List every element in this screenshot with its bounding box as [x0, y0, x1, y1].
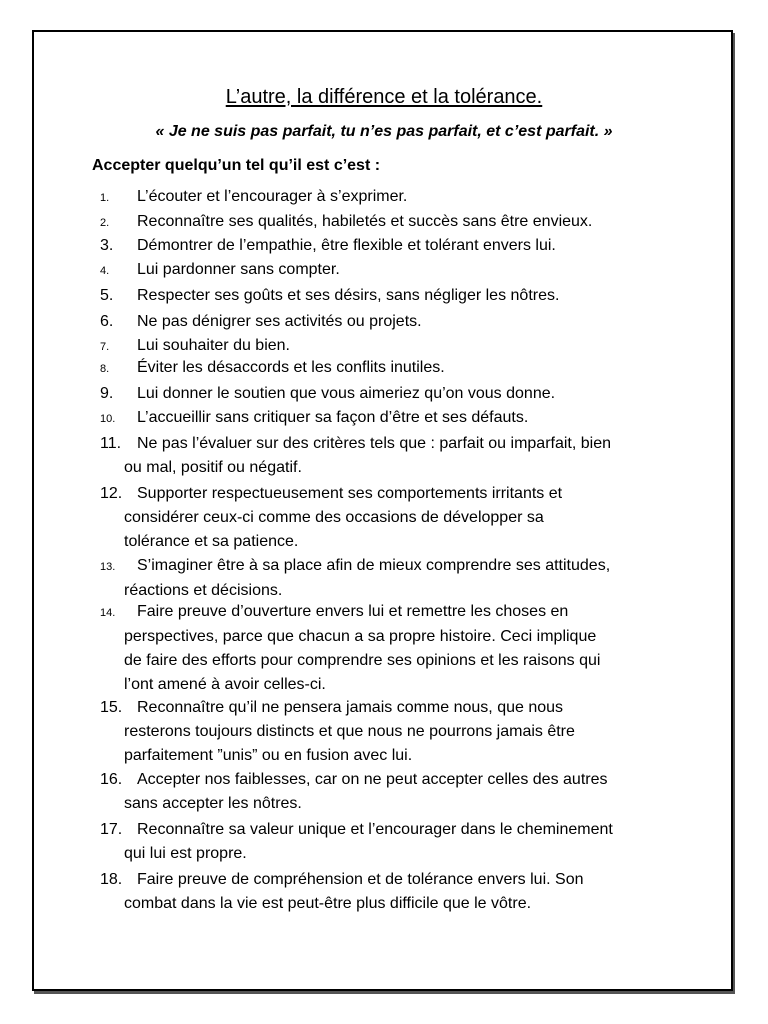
list-item-text-continued: l’ont amené à avoir celles-ci. [124, 676, 326, 693]
list-item-text-continued: ou mal, positif ou négatif. [124, 459, 302, 476]
list-item [100, 768, 690, 816]
list-item-text-continued: parfaitement ”unis” ou en fusion avec lui. [124, 747, 413, 764]
list-item-number: 5. [100, 287, 114, 304]
list-item-number: 8. [100, 363, 110, 375]
list-item-text-continued: de faire des efforts pour comprendre ses opinions et les raisons qui [124, 652, 601, 669]
list-item-text: L’écouter et l’encourager à s’exprimer. [137, 188, 408, 205]
list-item-text: Supporter respectueusement ses comportements irritants et [137, 485, 563, 502]
list-item-text: Lui pardonner sans compter. [137, 261, 340, 278]
list-item-number: 17. [100, 821, 123, 838]
list-item-text: Reconnaître ses qualités, habiletés et succès sans être envieux. [137, 213, 593, 230]
list-item [100, 600, 690, 697]
list-item-number: 11. [100, 435, 122, 452]
list-item-number: 7. [100, 341, 110, 353]
list-item [100, 818, 690, 866]
list-item-number: 1. [100, 192, 110, 204]
list-item-text: S’imaginer être à sa place afin de mieux comprendre ses attitudes, [137, 557, 611, 574]
list-item [100, 234, 690, 258]
list-item [100, 258, 690, 283]
list-item-number: 14. [100, 607, 116, 619]
list-item-text: Ne pas l’évaluer sur des critères tels que : parfait ou imparfait, bien [137, 435, 612, 452]
list-item-number: 13. [100, 561, 116, 573]
list-item-text: Faire preuve de compréhension et de tolérance envers lui. Son [137, 871, 584, 888]
document-title: L’autre, la différence et la tolérance. [225, 86, 543, 108]
list-item-number: 18. [100, 871, 123, 888]
list-item-number: 12. [100, 485, 123, 502]
list-item-number: 4. [100, 265, 110, 277]
list-item-text-continued: réactions et décisions. [124, 582, 283, 599]
list-item [100, 284, 690, 308]
list-item-text: Lui souhaiter du bien. [137, 337, 290, 354]
list-item [100, 482, 690, 554]
list-item-text-continued: sans accepter les nôtres. [124, 795, 302, 812]
list-item-number: 10. [100, 413, 116, 425]
list-item-text: Faire preuve d’ouverture envers lui et remettre les choses en [137, 603, 569, 620]
list-item-number: 6. [100, 313, 114, 330]
list-item-number: 16. [100, 771, 123, 788]
list-item [100, 868, 690, 916]
list-item-text: Reconnaître qu’il ne pensera jamais comme nous, que nous [137, 699, 564, 716]
list-item-text-continued: combat dans la vie est peut-être plus difficile que le vôtre. [124, 895, 532, 912]
list-item [100, 382, 690, 406]
list-item-number: 2. [100, 217, 110, 229]
list-item [100, 696, 690, 768]
list-item [100, 310, 690, 334]
section-heading: Accepter quelqu’un tel qu’il est c’est : [92, 157, 381, 174]
list-item-text: Accepter nos faiblesses, car on ne peut accepter celles des autres [137, 771, 608, 788]
list-item-number: 9. [100, 385, 114, 402]
list-item [100, 356, 690, 381]
list-item-text-continued: perspectives, parce que chacun a sa propre histoire. Ceci implique [124, 628, 597, 645]
list-item-text-continued: qui lui est propre. [124, 845, 247, 862]
quote: « Je ne suis pas parfait, tu n’es pas parfait, et c’est parfait. » [155, 123, 613, 140]
list-item-text: Démontrer de l’empathie, être flexible et tolérant envers lui. [137, 237, 556, 254]
list-item-text: Ne pas dénigrer ses activités ou projets. [137, 313, 422, 330]
list-item [100, 210, 690, 235]
list-item-text-continued: resterons toujours distincts et que nous ne pourrons jamais être [124, 723, 575, 740]
list-item-text-continued: considérer ceux-ci comme des occasions de développer sa [124, 509, 544, 526]
list-item [100, 185, 690, 210]
list-item-text: Reconnaître sa valeur unique et l’encourager dans le cheminement [137, 821, 613, 838]
list-item-text-continued: tolérance et sa patience. [124, 533, 299, 550]
list-item-text: Lui donner le soutien que vous aimeriez qu’on vous donne. [137, 385, 556, 402]
list-item-number: 15. [100, 699, 123, 716]
list-item-number: 3. [100, 237, 114, 254]
list-item [100, 406, 690, 431]
list-item [100, 554, 690, 603]
list-item-text: Éviter les désaccords et les conflits inutiles. [137, 359, 445, 376]
list-item-text: Respecter ses goûts et ses désirs, sans négliger les nôtres. [137, 287, 560, 304]
list-item-text: L’accueillir sans critiquer sa façon d’être et ses défauts. [137, 409, 529, 426]
list-item [100, 432, 690, 480]
